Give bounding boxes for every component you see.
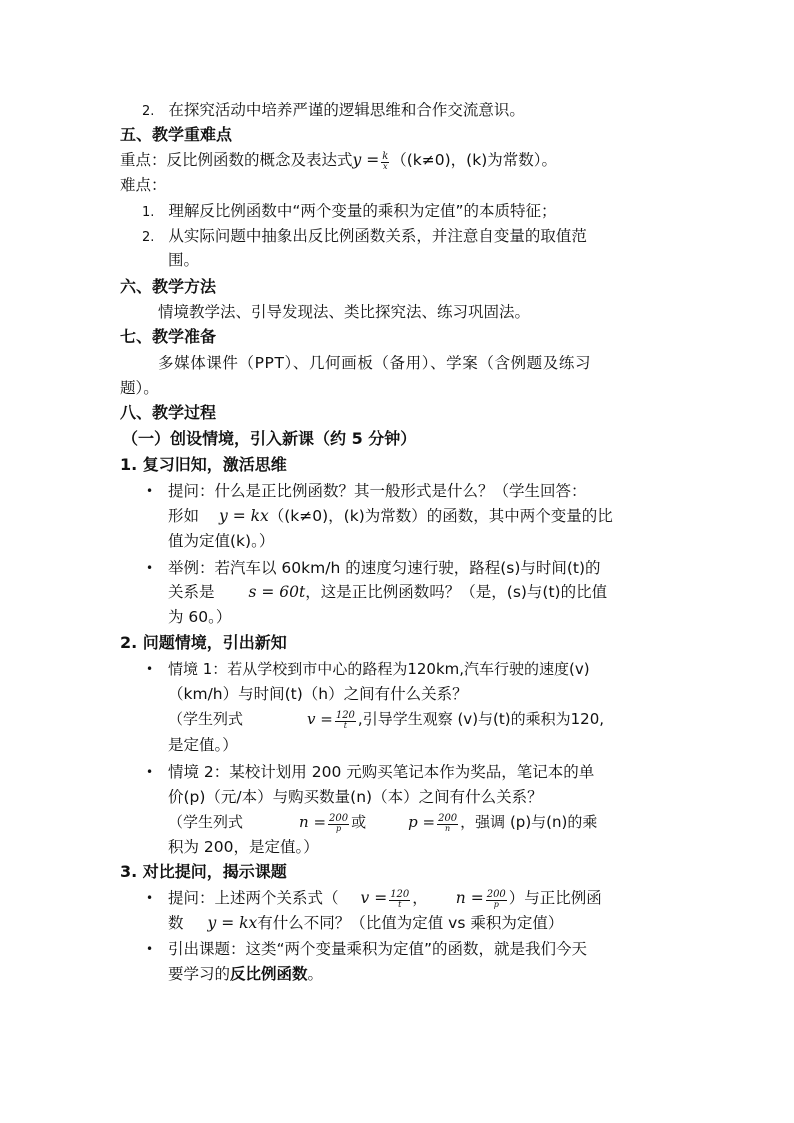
difficulty-label: 难点：: [120, 176, 167, 194]
list-item: [142, 98, 525, 124]
key-point: 重点：反比例函数的概念及表达式y = $\frac{k}{x}$ （(k≠0)，(k)为常数）。: [120, 150, 557, 171]
paragraph-continued: 题）。: [120, 379, 159, 397]
step-heading-3: 3. 对比提问，揭示课题: [120, 862, 287, 881]
math-fraction: $\frac{200}{p}$: [329, 812, 349, 833]
bullet-icon: •: [146, 484, 154, 498]
math-expression: y =: [352, 151, 380, 169]
bullet-text: 积为 200，是定值。）: [168, 838, 319, 856]
math-expression: v =: [307, 710, 333, 728]
math-expression: y = kx: [219, 507, 269, 525]
bullet-text: 引出课题：这类“两个变量乘积为定值”的函数，就是我们今天: [168, 940, 588, 958]
math-expression: n =: [455, 889, 484, 907]
list-item-continued: 围。: [168, 251, 200, 269]
list-item: 1. 理解反比例函数中“两个变量的乘积为定值”的本质特征；: [142, 202, 557, 220]
bullet-text: 形如 y = kx（(k≠0)，(k)为常数）的函数，其中两个变量的比: [168, 507, 613, 525]
bullet-icon: •: [146, 891, 154, 905]
bullet-text: （km/h）与时间(t)（h）之间有什么关系？: [168, 685, 468, 703]
math-expression: p =: [408, 813, 436, 831]
bullet-icon: •: [146, 942, 154, 956]
subsection-heading: （一）创设情境，引入新课（约 5 分钟）: [122, 429, 417, 448]
paragraph: 情境教学法、引导发现法、类比探究法、练习巩固法。: [158, 303, 531, 321]
list-item: 2. 从实际问题中抽象出反比例函数关系，并注意自变量的取值范: [142, 227, 587, 245]
bullet-text: 情境 2：某校计划用 200 元购买笔记本作为奖品，笔记本的单: [168, 763, 595, 781]
bullet-text: 是定值。）: [168, 736, 238, 754]
math-expression: n =: [299, 813, 327, 831]
math-fraction: $\frac{200}{p}$: [486, 888, 506, 909]
bullet-text: 提问：上述两个关系式（ v = $\frac{120}{t}$ ， n = $\frac{200}{p}$ ）与正比例函: [168, 888, 602, 909]
list-text: 在探究活动中培养严谨的逻辑思维和合作交流意识。: [168, 101, 525, 119]
bullet-icon: •: [146, 765, 154, 779]
math-fraction: $\frac{120}{t}$: [390, 888, 410, 909]
step-heading-1: 1. 复习旧知，激活思维: [120, 455, 287, 474]
bullet-text: 要学习的反比例函数。: [168, 965, 324, 983]
bullet-text: （学生列式 n = $\frac{200}{p}$ 或 p = $\frac{200}{n}$ ，强调 (p)与(n)的乘: [168, 812, 598, 833]
math-fraction: $\frac{200}{n}$: [438, 812, 458, 833]
bullet-text: （学生列式 v = $\frac{120}{t}$ ,引导学生观察 (v)与(t)的乘积为120,: [168, 709, 605, 730]
bullet-text: 值为定值(k)。）: [168, 532, 275, 550]
bullet-icon: •: [146, 561, 154, 575]
bullet-text: 数 y = kx有什么不同？（比值为定值 vs 乘积为定值）: [168, 914, 564, 932]
math-fraction: $\frac{120}{t}$: [335, 709, 355, 730]
bullet-text: 关系是 s = 60t，这是正比例函数吗？（是，(s)与(t)的比值: [168, 583, 608, 601]
section-heading-8: 八、教学过程: [120, 403, 217, 422]
math-expression: s = 60t: [248, 583, 306, 601]
math-fraction: $\frac{k}{x}$: [382, 150, 389, 171]
math-expression: y = kx: [207, 914, 258, 932]
section-heading-6: 六、教学方法: [120, 277, 217, 296]
section-heading-5: 五、教学重难点: [120, 125, 233, 144]
bullet-text: 举例：若汽车以 60km/h 的速度匀速行驶，路程(s)与时间(t)的: [168, 559, 601, 577]
list-number: 2.: [142, 104, 155, 119]
bold-term: 反比例函数: [230, 965, 308, 983]
bullet-text: 价(p)（元/本）与购买数量(n)（本）之间有什么关系？: [168, 788, 543, 806]
bullet-text: 提问：什么是正比例函数？其一般形式是什么？（学生回答：: [168, 482, 587, 500]
bullet-text: 为 60。）: [168, 608, 232, 626]
step-heading-2: 2. 问题情境，引出新知: [120, 633, 287, 652]
bullet-text: 情境 1：若从学校到市中心的路程为120km,汽车行驶的速度(v): [168, 660, 590, 678]
math-expression: v =: [360, 889, 388, 907]
paragraph: 多媒体课件（PPT）、几何画板（备用）、学案（含例题及练习: [158, 354, 592, 372]
bullet-icon: •: [146, 662, 154, 676]
section-heading-7: 七、教学准备: [120, 327, 217, 346]
